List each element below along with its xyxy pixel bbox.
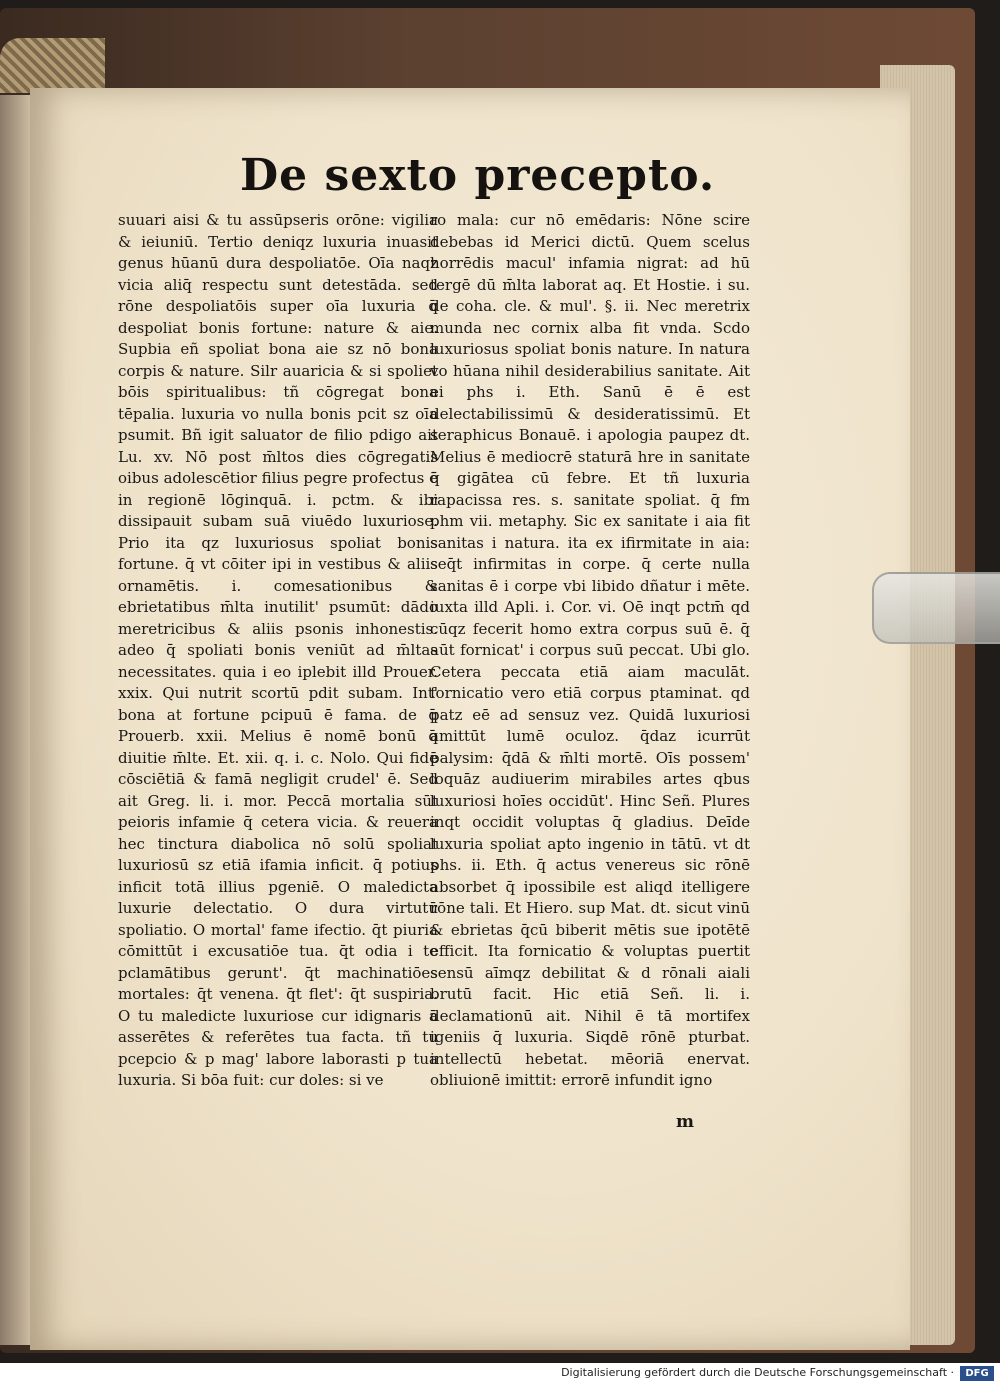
column-text-right: ro mala: cur nō emēdaris: Nōne scire debebas id Merici dictū. Quem scelus horrēdis macul' infamia nigrat: ad hū tergē dū m̄lta laborat aq. Et Hostie. i su. de coha. cle. & mul'. §. ii. Nec meretrix munda nec cornix alba fit vnda. Scdo luxuriosus spoliat bonis nature. In natura vo hūana nihil desiderabilius sanitate. Ait ei phs i. Eth. Sanū ē ē est delectabilissimū & desideratissimū. Et seraphicus Bonauē. i apologia paupez dt. Melius ē mediocrē staturā hre in sanitate q̄ gigātea cū febre. Et tñ luxuria rapacissa res. s. sanitate spoliat. q̄ fm phm vii. metaphy. Sic ex sanitate i aia fit sanitas i natura. ita ex ifirmitate in aia: seq̄t infirmitas in corpe. q̄ certe nulla sanitas ē i corpe vbi libido dñatur i mēte. iuxta illd Apli. i. Cor. vi. Oē inqt pctm̄ qd cūqz fecerit homo extra corpus suū ē. q̄ aūt fornicat' i corpus suū peccat. Ubi glo. Cetera peccata etiā aiam maculāt. fornicatio vero etiā corpus ptaminat. qd patz eē ad sensuz vez. Quidā luxuriosi amittūt lumē oculoz. q̄daz icurrūt palysim: q̄dā & m̄lti mortē. Oīs possem' loquāz audiuerim mirabiles artes qbus luxuriosi hoīes occidūt'. Hinc Señ. Plures inqt occidit voluptas q̄ gladius. Deīde luxuria spoliat apto ingenio in tātū. vt dt phs. ii. Eth. q̄ actus venereus sic rōnē absorbet q̄ ipossibile est aliqd itelligere rōne tali. Et Hiero. sup Mat. dt. sicut vinū & ebrietas q̄cū biberit mētis sue ipotētē efficit. Ita fornicatio & voluptas puertit sensū aīmqz debilitat & d rōnali aiali brutū facit. Hic etiā Señ. li. i. declamationū ait. Nihil ē tā mortifex igeniis q̄ luxuria. Siqdē rōnē pturbat. intellectū hebetat. mēoriā enervat. obliuionē imittit: errorē infundit igno [430, 211, 750, 1089]
text-column-left [118, 210, 438, 1115]
footer-credit: Digitalisierung gefördert durch die Deutsche Forschungsgemeinschaft · [561, 1366, 954, 1379]
page-clip [872, 572, 1000, 644]
dfg-logo-icon: DFG [960, 1366, 994, 1381]
book-headband [0, 38, 105, 93]
left-page-edge [0, 95, 30, 1345]
page-title: De sexto precepto. [240, 150, 716, 201]
column-text-left: suuari aisi & tu assūpseris orōne: vigilia & ieiuniū. Tertio deniqz luxuria inuasit genus hūanū dura despoliatōe. Oīa naqz vicia aliq̄ respectu sunt detestāda. sed rōne despoliatōis super oīa luxuria q̄ despoliat bonis fortune: nature & aie. Supbia eñ spoliat bona aie sz nō bona corpis & nature. Silr auaricia & si spoliet bōis spiritualibus: tñ cōgregat bona tēpalia. luxuria vo nulla bonis pcit sz oīa psumit. Bñ igit saluator de filio pdigo ait Lu. xv. Nō post m̄ltos dies cōgregatis oibus adolescētior filius pegre profectus ē in regionē lōginquā. i. pctm. & ibi dissipauit subam suā viuēdo luxuriose. Prio ita qz luxuriosus spoliat bonis fortune. q̄ vt cōiter ipi in vestibus & aliis ornamētis. i. comesationibus & ebrietatibus m̄lta inutilit' psumūt: dādo meretricibus & aliis psonis inhonestis. adeo q̄ spoliati bonis veniūt ad m̄ltas necessitates. quia i eo iplebit illd Prouer. xxix. Qui nutrit scortū pdit subam. Int' bona at fortune pcipuū ē fama. de q̄ Prouerb. xxii. Melius ē nomē bonū q̄ diuitie m̄lte. Et. xii. q. i. c. Nolo. Qui fidē cōsciētiā & famā negligit crudel' ē. Sed ait Greg. li. i. mor. Peccā mortalia sūt peioris infamie q̄ cetera vicia. & reuera hec tinctura diabolica nō solū spoliat luxuriosū sz etiā ifamia inficit. q̄ potius inficit totā illius pgeniē. O maledicta luxurie delectatio. O dura virtutū spoliatio. O mortal' fame ifectio. q̄t piuria cōmittūt i excusatiōe tua. q̄t odia i te pclamātibus gerunt'. q̄t machinatiōes mortales: q̄t venena. q̄t flet': q̄t suspiria. O tu maledicte luxuriose cur idignaris ā asserētes & referētes tua facta. tñ tu pcepcio & p mag' labore laborasti p tua luxuria. Si bōa fuit: cur doles: si ve [118, 211, 438, 1089]
text-column-right [430, 210, 750, 1115]
catchword: m [676, 1112, 694, 1132]
footer-bar [0, 1363, 1000, 1385]
